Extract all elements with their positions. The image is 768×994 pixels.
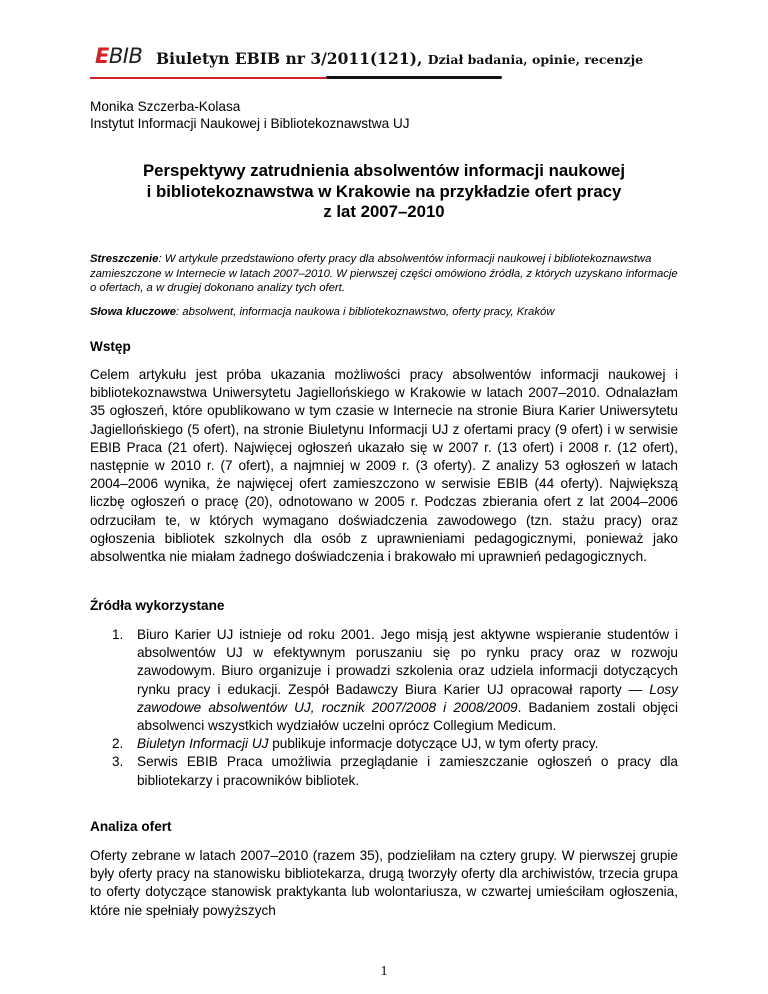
ebib-logo: EBIB <box>95 44 143 68</box>
title-line: Perspektywy zatrudnienia absolwentów informacji naukowej <box>142 161 626 180</box>
list-number: 3. <box>112 754 124 770</box>
title-line: z lat 2007–2010 <box>323 202 445 221</box>
list-item: 2. Biuletyn Informacji UJ publikuje informacje dotyczące UJ, w tym oferty pracy. <box>90 735 678 753</box>
article-title <box>90 161 678 223</box>
keywords-text: : absolwent, informacja naukowa i bibliotekoznawstwo, oferty pracy, Kraków <box>176 306 555 318</box>
list-number: 2. <box>112 736 124 752</box>
abstract-text: : W artykule przedstawiono oferty pracy dla absolwentów informacji naukowej i bibliotekoznawstwa zamieszczone w Internecie w latach 2007–2010. W pierwszej części omówiono źródła, z których uzyskano informacje o ofertach, a w drugiej dokonano analizy tych ofert. <box>90 253 678 295</box>
heading-analysis: Analiza ofert <box>90 819 172 834</box>
abstract-label: Streszczenie <box>90 253 159 265</box>
journal-header <box>90 44 650 90</box>
header-rule-red <box>90 77 326 79</box>
author-block <box>90 98 410 132</box>
title-line: i bibliotekoznawstwa w Krakowie na przykładzie ofert pracy <box>146 181 622 201</box>
keywords <box>90 306 690 318</box>
page-number: 1 <box>380 963 388 978</box>
abstract <box>90 252 678 296</box>
list-number: 1. <box>112 627 124 642</box>
sources-list <box>90 626 678 790</box>
list-item: 3. Serwis EBIB Praca umożliwia przeglądanie i zamieszczanie ogłoszeń o pracy dla bibliotekarzy i pracowników bibliotek. <box>112 754 678 788</box>
journal-section: Dział badania, opinie, recenzje <box>427 52 644 67</box>
journal-title: Biuletyn EBIB nr 3/2011(121), Dział badania, opinie, recenzje <box>156 49 644 68</box>
author-name: Monika Szczerba-Kolasa <box>90 99 241 114</box>
heading-sources: Źródła wykorzystane <box>90 598 225 613</box>
keywords-label: Słowa kluczowe <box>90 306 177 318</box>
author-affiliation: Instytut Informacji Naukowej i Bibliotekoznawstwa UJ <box>90 116 410 131</box>
paragraph-analysis: Oferty zebrane w latach 2007–2010 (razem 35), podzieliłam na cztery grupy. W pierwszej grupie były oferty pracy na stanowisku bibliotekarza, drugą tworzyły oferty dla archiwistów, trzecia grupa to oferty dotyczące stanowisk praktykanta lub wolontariusza, w czwartej umieściłam ogłoszenia, które nie spełniały powyższych <box>90 848 678 918</box>
heading-intro: Wstęp <box>90 339 131 354</box>
paragraph-intro: Celem artykułu jest próba ukazania możliwości pracy absolwentów informacji naukowej i bibliotekoznawstwa Uniwersytetu Jagiellońskiego w Krakowie w latach 2007–2010. Odnalazłam 35 ogłoszeń, które opublikowano w tym czasie w Internecie na stronie Biura Karier Uniwersytetu Jagiellońskiego (5 ofert), na stronie Biuletynu Informacji UJ z ofertami pracy (9 ofert) i w serwisie EBIB Praca (21 ofert). Najwięcej ogłoszeń ukazało się w 2007 r. (13 ofert) i 2008 r. (12 ofert), następnie w 2010 r. (7 ofert), a najmniej w 2009 r. (3 oferty). Z analizy 53 ogłoszeń w latach 2004–2006 wynika, że najwięcej ofert zamieszczono w serwisie EBIB (44 oferty). Największą liczbę ogłoszeń o pracę (20), odnotowano w 2005 r. Podczas zbierania ofert z lat 2004–2006 odrzuciłam te, w których wymagano doświadczenia zawodowego (tzn. stażu pracy) oraz ogłoszenia bibliotek szkolnych dla osób z uprawnieniami pedagogicznymi, ponieważ jako absolwentka nie miałam żadnego doświadczenia i brakowało mi uprawnień pedagogicznych. <box>90 367 678 565</box>
header-rule-black <box>326 76 502 79</box>
list-item: 1. Biuro Karier UJ istnieje od roku 2001. Jego misją jest aktywne wspieranie studentów i absolwentów UJ w efektywnym poruszaniu się po rynku pracy oraz w rozwoju zawodowym. Biuro organizuje i prowadzi szkolenia oraz udziela informacji dotyczących rynku pracy i edukacji. Zespół Badawczy Biura Karier UJ opracował raporty — Losy zawodowe absolwentów UJ, rocznik 2007/2008 i 2008/2009. Badaniem zostali objęci absolwenci wszystkich wydziałów uczelni oprócz Collegium Medicum. <box>112 627 678 734</box>
